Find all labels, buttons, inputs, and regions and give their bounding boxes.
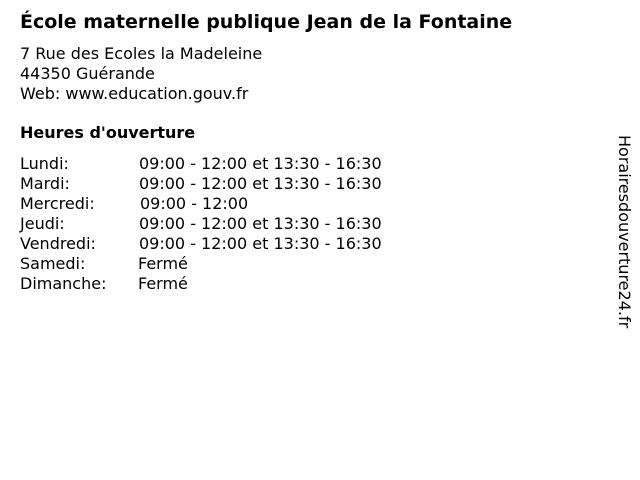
time-range: 09:00 - 12:00 et 13:30 - 16:30 — [139, 214, 382, 233]
watermark-text: Horairesdouverture24.fr — [615, 135, 634, 329]
time-range: 09:00 - 12:00 et 13:30 - 16:30 — [139, 234, 382, 253]
day-label: Jeudi: — [20, 214, 65, 233]
page-title: École maternelle publique Jean de la Fontaine — [20, 11, 513, 33]
day-label: Dimanche: — [20, 274, 107, 293]
watermark — [612, 135, 636, 371]
day-label: Mercredi: — [20, 194, 95, 213]
day-label: Lundi: — [20, 154, 69, 173]
time-range: Fermé — [138, 254, 188, 273]
day-label: Mardi: — [20, 174, 70, 193]
website-text: Web: www.education.gouv.fr — [20, 84, 249, 103]
day-label: Samedi: — [20, 254, 86, 273]
time-range: 09:00 - 12:00 et 13:30 - 16:30 — [139, 154, 382, 173]
time-range: 09:00 - 12:00 et 13:30 - 16:30 — [139, 174, 382, 193]
address-block — [20, 44, 262, 104]
hours-heading: Heures d'ouverture — [20, 123, 196, 142]
time-range: 09:00 - 12:00 — [140, 194, 249, 213]
street-address: 7 Rue des Ecoles la Madeleine — [20, 44, 263, 63]
city-postcode: 44350 Guérande — [20, 64, 155, 83]
day-label: Vendredi: — [20, 234, 96, 253]
time-range: Fermé — [138, 274, 188, 293]
